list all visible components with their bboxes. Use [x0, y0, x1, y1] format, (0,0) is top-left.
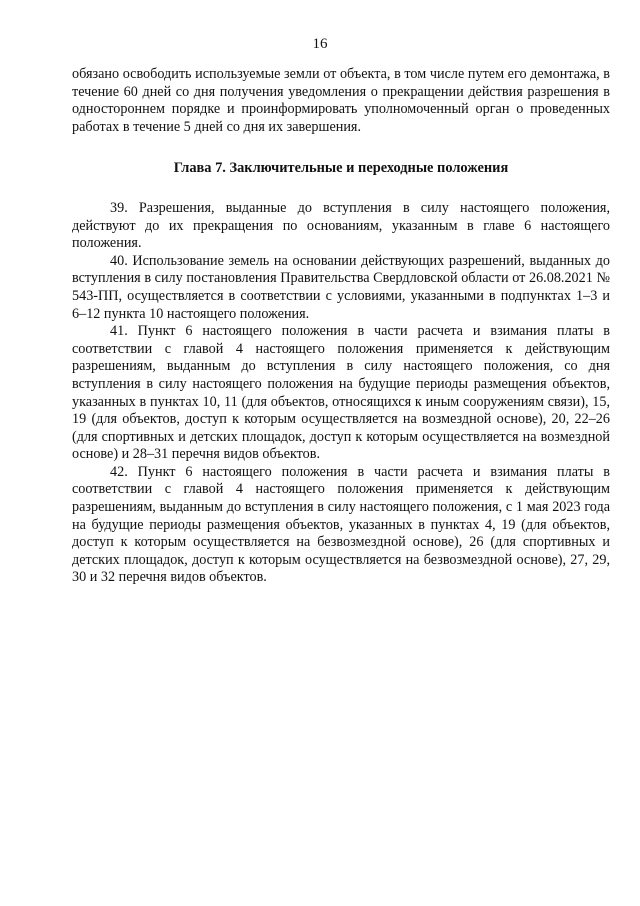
- intro-paragraph: обязано освободить используемые земли от объекта, в том числе путем его демонтажа, в течение 60 дней со дня получения уведомления о прекращении действия разрешения в одностороннем порядке и проинформировать уполномоченный орган о проведенных работах в течение 5 дней со дня их завершения.: [72, 66, 610, 135]
- chapter-heading: Глава 7. Заключительные и переходные положения: [173, 160, 509, 177]
- paragraph-39: 39. Разрешения, выданные до вступления в силу настоящего положения, действуют до их прекращения по основаниям, указанным в главе 6 настоящего положения.: [72, 199, 610, 252]
- paragraph-42: 42. Пункт 6 настоящего положения в части расчета и взимания платы в соответствии с главой 4 настоящего положения применяется к действующим разрешениям, выданным до вступления в силу настоящего положения, с 1 мая 2023 года на будущие периоды размещения объектов, указанных в пунктах 4, 19 (для объектов, доступ к которым осуществляется на безвозмездной основе), 26 (для спортивных и детских площадок, доступ к которым осуществляется на безвозмездной основе), 27, 29, 30 и 32 перечня видов объектов.: [72, 463, 610, 586]
- paragraph-40: 40. Использование земель на основании действующих разрешений, выданных до вступления в силу постановления Правительства Свердловской области от 26.08.2021 № 543-ПП, осуществляется в соответствии с условиями, указанными в подпунктах 1–3 и 6–12 пункта 10 настоящего положения.: [72, 252, 610, 322]
- paragraph-41: 41. Пункт 6 настоящего положения в части расчета и взимания платы в соответствии с главой 4 настоящего положения применяется к действующим разрешениям, выданным до вступления в силу настоящего положения, со дня вступления в силу настоящего положения на будущие периоды размещения объектов, указанных в пунктах 10, 11 (для объектов, относящихся к иным сооружениям связи), 15, 19 (для объектов, доступ к которым осуществляется на возмездной основе), 20, 22–26 (для спортивных и детских площадок, доступ к которым осуществляется на возмездной основе) и 28–31 перечня видов объектов.: [72, 323, 610, 463]
- page-number: 16: [312, 36, 328, 52]
- document-body: [72, 66, 610, 587]
